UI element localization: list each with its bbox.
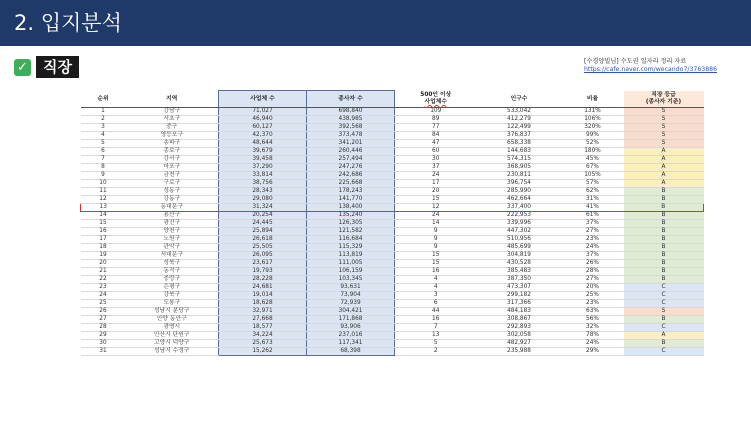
cell-population: 285,990 <box>477 188 562 196</box>
table-row <box>81 276 704 284</box>
cell-population: 339,996 <box>477 220 562 228</box>
cell-region: 강북구 <box>126 292 219 300</box>
cell-population: 396,754 <box>477 180 562 188</box>
cell-job-grade: A <box>624 180 704 188</box>
column-header-rank: 순위 <box>81 91 126 108</box>
cell-large-business-count: 2 <box>395 348 477 356</box>
cell-region: 광명시 <box>126 324 219 332</box>
cell-population: 122,499 <box>477 124 562 132</box>
cell-business-count: 19,014 <box>219 292 307 300</box>
cell-business-count: 38,756 <box>219 180 307 188</box>
table-row <box>81 340 704 348</box>
cell-job-grade: A <box>624 156 704 164</box>
cell-rank: 23 <box>81 284 126 292</box>
cell-region: 안산시 단원구 <box>126 332 219 340</box>
cell-job-grade: B <box>624 268 704 276</box>
cell-business-count: 25,894 <box>219 228 307 236</box>
cell-job-grade: A <box>624 332 704 340</box>
cell-employee-count: 373,478 <box>307 132 395 140</box>
cell-ratio: 105% <box>562 172 624 180</box>
cell-ratio: 25% <box>562 292 624 300</box>
table-row <box>81 156 704 164</box>
table-row <box>81 140 704 148</box>
cell-ratio: 180% <box>562 148 624 156</box>
cell-ratio: 26% <box>562 260 624 268</box>
cell-employee-count: 260,446 <box>307 148 395 156</box>
cell-job-grade: S <box>624 308 704 316</box>
cell-business-count: 18,577 <box>219 324 307 332</box>
cell-rank: 16 <box>81 228 126 236</box>
cell-ratio: 67% <box>562 164 624 172</box>
cell-rank: 14 <box>81 212 126 220</box>
cell-rank: 4 <box>81 132 126 140</box>
cell-population: 222,953 <box>477 212 562 220</box>
cell-job-grade: C <box>624 300 704 308</box>
cell-region: 성남시 분당구 <box>126 308 219 316</box>
table-row <box>81 324 704 332</box>
cell-employee-count: 178,243 <box>307 188 395 196</box>
cell-large-business-count: 20 <box>395 188 477 196</box>
cell-job-grade: B <box>624 188 704 196</box>
cell-employee-count: 111,005 <box>307 260 395 268</box>
cell-business-count: 24,445 <box>219 220 307 228</box>
cell-region: 성남시 수정구 <box>126 348 219 356</box>
cell-ratio: 52% <box>562 140 624 148</box>
cell-rank: 5 <box>81 140 126 148</box>
cell-employee-count: 103,345 <box>307 276 395 284</box>
cell-job-grade: B <box>624 340 704 348</box>
cell-job-grade: S <box>624 116 704 124</box>
cell-business-count: 71,027 <box>219 108 307 116</box>
table-row <box>81 348 704 356</box>
cell-employee-count: 171,868 <box>307 316 395 324</box>
cell-large-business-count: 60 <box>395 148 477 156</box>
cell-large-business-count: 14 <box>395 220 477 228</box>
cell-job-grade: B <box>624 204 704 212</box>
cell-business-count: 24,681 <box>219 284 307 292</box>
cell-job-grade: A <box>624 148 704 156</box>
cell-job-grade: C <box>624 284 704 292</box>
cell-rank: 1 <box>81 108 126 116</box>
title-bar <box>0 0 751 46</box>
cell-employee-count: 242,686 <box>307 172 395 180</box>
cell-region: 동대문구 <box>126 204 219 212</box>
cell-business-count: 20,254 <box>219 212 307 220</box>
cell-job-grade: B <box>624 236 704 244</box>
cell-rank: 7 <box>81 156 126 164</box>
cell-population: 376,837 <box>477 132 562 140</box>
table-row <box>81 260 704 268</box>
cell-region: 도봉구 <box>126 300 219 308</box>
column-header-population: 인구수 <box>477 91 562 108</box>
cell-employee-count: 121,582 <box>307 228 395 236</box>
cell-region: 구로구 <box>126 180 219 188</box>
cell-large-business-count: 109 <box>395 108 477 116</box>
cell-rank: 12 <box>81 196 126 204</box>
cell-rank: 25 <box>81 300 126 308</box>
table-row <box>81 268 704 276</box>
table-row <box>81 244 704 252</box>
table-row <box>81 220 704 228</box>
cell-population: 484,183 <box>477 308 562 316</box>
cell-job-grade: B <box>624 276 704 284</box>
cell-ratio: 37% <box>562 252 624 260</box>
cell-employee-count: 247,276 <box>307 164 395 172</box>
cell-business-count: 26,618 <box>219 236 307 244</box>
source-link[interactable]: https://cafe.naver.com/wecando7/3763886 <box>584 66 718 73</box>
table-header-row <box>81 91 704 108</box>
cell-employee-count: 126,305 <box>307 220 395 228</box>
cell-rank: 18 <box>81 244 126 252</box>
cell-large-business-count: 5 <box>395 340 477 348</box>
cell-region: 성동구 <box>126 188 219 196</box>
table-row <box>81 116 704 124</box>
cell-rank: 17 <box>81 236 126 244</box>
cell-population: 299,182 <box>477 292 562 300</box>
cell-rank: 13 <box>81 204 126 212</box>
cell-region: 강서구 <box>126 156 219 164</box>
cell-ratio: 24% <box>562 244 624 252</box>
cell-job-grade: S <box>624 124 704 132</box>
cell-ratio: 37% <box>562 220 624 228</box>
source-text: [수경양빌님] 수도권 일자리 정리 자료 <box>584 58 687 65</box>
cell-region: 노원구 <box>126 236 219 244</box>
page-title: 2. 입지분석 <box>14 11 122 35</box>
cell-business-count: 27,668 <box>219 316 307 324</box>
table-row <box>81 300 704 308</box>
cell-rank: 24 <box>81 292 126 300</box>
cell-employee-count: 73,904 <box>307 292 395 300</box>
cell-large-business-count: 13 <box>395 332 477 340</box>
cell-ratio: 32% <box>562 324 624 332</box>
cell-employee-count: 304,421 <box>307 308 395 316</box>
cell-job-grade: C <box>624 324 704 332</box>
cell-job-grade: B <box>624 196 704 204</box>
cell-large-business-count: 3 <box>395 292 477 300</box>
cell-business-count: 28,343 <box>219 188 307 196</box>
table-row <box>81 172 704 180</box>
cell-region: 강동구 <box>126 196 219 204</box>
cell-job-grade: C <box>624 348 704 356</box>
cell-job-grade: B <box>624 228 704 236</box>
cell-population: 658,338 <box>477 140 562 148</box>
cell-population: 430,528 <box>477 260 562 268</box>
cell-ratio: 23% <box>562 300 624 308</box>
check-icon: ✓ <box>14 59 31 76</box>
cell-population: 533,042 <box>477 108 562 116</box>
cell-region: 종로구 <box>126 148 219 156</box>
cell-population: 482,927 <box>477 340 562 348</box>
cell-employee-count: 257,494 <box>307 156 395 164</box>
cell-business-count: 15,262 <box>219 348 307 356</box>
cell-ratio: 99% <box>562 132 624 140</box>
cell-region: 양천구 <box>126 228 219 236</box>
column-header-ratio: 비율 <box>562 91 624 108</box>
cell-ratio: 57% <box>562 180 624 188</box>
cell-ratio: 20% <box>562 284 624 292</box>
table-row <box>81 204 704 212</box>
cell-rank: 19 <box>81 252 126 260</box>
cell-business-count: 23,617 <box>219 260 307 268</box>
section-label: 직장 <box>36 56 79 78</box>
cell-region: 성북구 <box>126 260 219 268</box>
cell-business-count: 19,793 <box>219 268 307 276</box>
table-row <box>81 292 704 300</box>
cell-business-count: 39,679 <box>219 148 307 156</box>
cell-rank: 31 <box>81 348 126 356</box>
cell-rank: 28 <box>81 324 126 332</box>
cell-rank: 6 <box>81 148 126 156</box>
table-row <box>81 308 704 316</box>
cell-employee-count: 392,568 <box>307 124 395 132</box>
column-header-business-count: 사업체 수 <box>219 91 307 108</box>
cell-rank: 20 <box>81 260 126 268</box>
cell-employee-count: 117,341 <box>307 340 395 348</box>
cell-large-business-count: 44 <box>395 308 477 316</box>
table-row <box>81 316 704 324</box>
cell-employee-count: 93,631 <box>307 284 395 292</box>
section-header <box>14 56 79 78</box>
cell-ratio: 320% <box>562 124 624 132</box>
job-ranking-table <box>80 90 704 356</box>
cell-business-count: 28,228 <box>219 276 307 284</box>
table-body <box>81 108 704 356</box>
cell-large-business-count: 9 <box>395 228 477 236</box>
table-row <box>81 164 704 172</box>
cell-large-business-count: 24 <box>395 212 477 220</box>
source-note <box>584 58 749 74</box>
cell-ratio: 28% <box>562 268 624 276</box>
cell-rank: 3 <box>81 124 126 132</box>
cell-business-count: 18,628 <box>219 300 307 308</box>
cell-large-business-count: 15 <box>395 260 477 268</box>
cell-job-grade: A <box>624 164 704 172</box>
cell-region: 금천구 <box>126 172 219 180</box>
cell-ratio: 31% <box>562 196 624 204</box>
cell-business-count: 46,940 <box>219 116 307 124</box>
table-row <box>81 228 704 236</box>
table-row <box>81 180 704 188</box>
cell-region: 고양시 덕양구 <box>126 340 219 348</box>
cell-ratio: 78% <box>562 332 624 340</box>
table-row <box>81 148 704 156</box>
cell-region: 광진구 <box>126 220 219 228</box>
cell-population: 230,811 <box>477 172 562 180</box>
table-row <box>81 212 704 220</box>
table-row <box>81 284 704 292</box>
cell-business-count: 26,095 <box>219 252 307 260</box>
cell-population: 510,956 <box>477 236 562 244</box>
cell-large-business-count: 30 <box>395 156 477 164</box>
cell-business-count: 60,127 <box>219 124 307 132</box>
cell-job-grade: B <box>624 244 704 252</box>
cell-job-grade: S <box>624 132 704 140</box>
cell-business-count: 33,814 <box>219 172 307 180</box>
cell-job-grade: B <box>624 316 704 324</box>
cell-business-count: 37,290 <box>219 164 307 172</box>
cell-employee-count: 225,668 <box>307 180 395 188</box>
cell-large-business-count: 15 <box>395 196 477 204</box>
column-header-region: 지역 <box>126 91 219 108</box>
table-row <box>81 124 704 132</box>
cell-large-business-count: 9 <box>395 236 477 244</box>
cell-population: 387,350 <box>477 276 562 284</box>
cell-job-grade: B <box>624 260 704 268</box>
cell-ratio: 41% <box>562 204 624 212</box>
cell-region: 은평구 <box>126 284 219 292</box>
table-row <box>81 108 704 116</box>
cell-region: 용산구 <box>126 212 219 220</box>
cell-ratio: 56% <box>562 316 624 324</box>
cell-rank: 11 <box>81 188 126 196</box>
cell-large-business-count: 47 <box>395 140 477 148</box>
cell-rank: 15 <box>81 220 126 228</box>
cell-employee-count: 113,819 <box>307 252 395 260</box>
cell-population: 292,893 <box>477 324 562 332</box>
cell-population: 317,366 <box>477 300 562 308</box>
cell-population: 368,905 <box>477 164 562 172</box>
cell-population: 144,683 <box>477 148 562 156</box>
table-row <box>81 252 704 260</box>
cell-region: 안양 동안구 <box>126 316 219 324</box>
cell-large-business-count: 37 <box>395 164 477 172</box>
cell-rank: 29 <box>81 332 126 340</box>
cell-region: 관악구 <box>126 244 219 252</box>
cell-rank: 30 <box>81 340 126 348</box>
cell-job-grade: B <box>624 212 704 220</box>
cell-large-business-count: 15 <box>395 252 477 260</box>
column-header-job-grade: 직장 등급 (종사자 기준) <box>624 91 704 108</box>
cell-population: 304,819 <box>477 252 562 260</box>
cell-large-business-count: 84 <box>395 132 477 140</box>
cell-rank: 26 <box>81 308 126 316</box>
cell-employee-count: 72,939 <box>307 300 395 308</box>
cell-large-business-count: 4 <box>395 276 477 284</box>
cell-large-business-count: 77 <box>395 124 477 132</box>
cell-rank: 9 <box>81 172 126 180</box>
cell-ratio: 23% <box>562 236 624 244</box>
cell-job-grade: A <box>624 172 704 180</box>
cell-rank: 8 <box>81 164 126 172</box>
table-row <box>81 132 704 140</box>
cell-employee-count: 106,159 <box>307 268 395 276</box>
table-row <box>81 188 704 196</box>
cell-ratio: 63% <box>562 308 624 316</box>
cell-ratio: 61% <box>562 212 624 220</box>
cell-population: 235,988 <box>477 348 562 356</box>
cell-employee-count: 115,329 <box>307 244 395 252</box>
cell-population: 337,400 <box>477 204 562 212</box>
cell-ratio: 29% <box>562 348 624 356</box>
cell-population: 308,867 <box>477 316 562 324</box>
cell-business-count: 34,224 <box>219 332 307 340</box>
cell-business-count: 39,458 <box>219 156 307 164</box>
column-header-employee-count: 종사자 수 <box>307 91 395 108</box>
cell-ratio: 45% <box>562 156 624 164</box>
cell-employee-count: 68,398 <box>307 348 395 356</box>
cell-region: 서대문구 <box>126 252 219 260</box>
table-row <box>81 332 704 340</box>
cell-large-business-count: 89 <box>395 116 477 124</box>
cell-large-business-count: 24 <box>395 172 477 180</box>
cell-population: 385,483 <box>477 268 562 276</box>
cell-employee-count: 237,016 <box>307 332 395 340</box>
cell-business-count: 25,505 <box>219 244 307 252</box>
cell-region: 서초구 <box>126 116 219 124</box>
cell-large-business-count: 9 <box>395 244 477 252</box>
cell-job-grade: B <box>624 220 704 228</box>
cell-employee-count: 135,240 <box>307 212 395 220</box>
cell-job-grade: S <box>624 140 704 148</box>
cell-region: 영등포구 <box>126 132 219 140</box>
cell-region: 동작구 <box>126 268 219 276</box>
cell-employee-count: 698,840 <box>307 108 395 116</box>
cell-region: 중구 <box>126 124 219 132</box>
cell-ratio: 24% <box>562 340 624 348</box>
table-row <box>81 236 704 244</box>
cell-region: 송파구 <box>126 140 219 148</box>
cell-rank: 2 <box>81 116 126 124</box>
cell-large-business-count: 12 <box>395 204 477 212</box>
cell-population: 462,664 <box>477 196 562 204</box>
cell-ratio: 62% <box>562 188 624 196</box>
column-header-large-business-count: 500인 이상 사업체수 <box>395 91 477 108</box>
cell-rank: 27 <box>81 316 126 324</box>
cell-employee-count: 116,684 <box>307 236 395 244</box>
cell-large-business-count: 6 <box>395 300 477 308</box>
cell-population: 447,302 <box>477 228 562 236</box>
cell-rank: 22 <box>81 276 126 284</box>
cell-region: 중랑구 <box>126 276 219 284</box>
cell-population: 412,279 <box>477 116 562 124</box>
cell-large-business-count: 17 <box>395 180 477 188</box>
cell-large-business-count: 16 <box>395 268 477 276</box>
cell-population: 473,307 <box>477 284 562 292</box>
cell-ratio: 27% <box>562 276 624 284</box>
cell-business-count: 29,080 <box>219 196 307 204</box>
cell-business-count: 48,644 <box>219 140 307 148</box>
cell-large-business-count: 16 <box>395 316 477 324</box>
cell-employee-count: 141,770 <box>307 196 395 204</box>
cell-ratio: 131% <box>562 108 624 116</box>
cell-job-grade: S <box>624 108 704 116</box>
cell-region: 마포구 <box>126 164 219 172</box>
cell-employee-count: 438,985 <box>307 116 395 124</box>
cell-employee-count: 341,201 <box>307 140 395 148</box>
cell-region: 강남구 <box>126 108 219 116</box>
cell-rank: 10 <box>81 180 126 188</box>
cell-rank: 21 <box>81 268 126 276</box>
cell-business-count: 25,673 <box>219 340 307 348</box>
cell-large-business-count: 4 <box>395 284 477 292</box>
cell-population: 574,315 <box>477 156 562 164</box>
cell-business-count: 31,324 <box>219 204 307 212</box>
cell-job-grade: B <box>624 252 704 260</box>
cell-ratio: 106% <box>562 116 624 124</box>
cell-employee-count: 93,906 <box>307 324 395 332</box>
cell-job-grade: C <box>624 292 704 300</box>
cell-business-count: 32,971 <box>219 308 307 316</box>
cell-employee-count: 138,400 <box>307 204 395 212</box>
cell-business-count: 42,370 <box>219 132 307 140</box>
cell-population: 485,699 <box>477 244 562 252</box>
cell-ratio: 27% <box>562 228 624 236</box>
cell-large-business-count: 7 <box>395 324 477 332</box>
table-row <box>81 196 704 204</box>
cell-population: 302,058 <box>477 332 562 340</box>
